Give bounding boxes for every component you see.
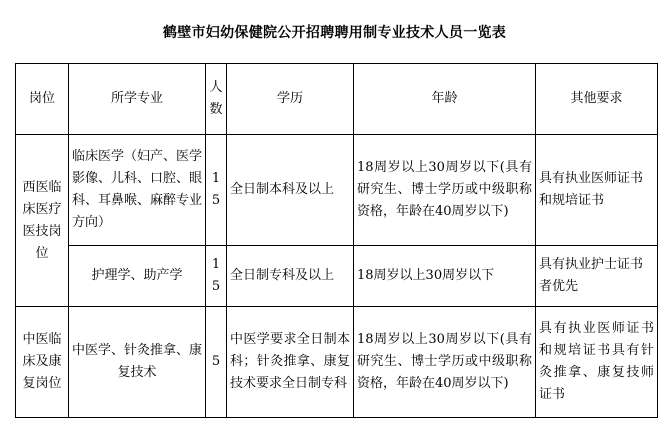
count-cell: 5 [206,307,227,418]
age-cell: 18周岁以上30周岁以下 [354,246,536,307]
age-cell: 18周岁以上30周岁以下(具有研究生、博士学历或中级职称资格，年龄在40周岁以下) [354,135,536,246]
header-major: 所学专业 [69,64,206,135]
recruitment-table [15,63,658,418]
header-position: 岗位 [16,64,69,135]
header-count: 人数 [206,64,227,135]
table-row [16,135,658,246]
header-education: 学历 [227,64,354,135]
table-row [16,246,658,307]
table-row [16,307,658,418]
education-cell: 全日制专科及以上 [227,246,354,307]
major-cell: 护理学、助产学 [69,246,206,307]
position-cell: 中医临床及康复岗位 [16,307,69,418]
other-cell: 具有执业护士证书者优先 [536,246,658,307]
age-cell: 18周岁以上30周岁以下(具有研究生、博士学历或中级职称资格，年龄在40周岁以下) [354,307,536,418]
education-cell: 全日制本科及以上 [227,135,354,246]
page-title: 鹤壁市妇幼保健院公开招聘聘用制专业技术人员一览表 [162,25,507,41]
count-cell: 15 [206,135,227,246]
education-cell: 中医学要求全日制本科；针灸推拿、康复技术要求全日制专科 [227,307,354,418]
position-cell: 西医临床医疗医技岗位 [16,135,69,307]
header-other: 其他要求 [536,64,658,135]
major-cell: 中医学、针灸推拿、康复技术 [69,307,206,418]
header-age: 年龄 [354,64,536,135]
major-cell: 临床医学（妇产、医学影像、儿科、口腔、眼科、耳鼻喉、麻醉专业方向） [69,135,206,246]
count-cell: 15 [206,246,227,307]
other-cell: 具有执业医师证书和规培证书具有针灸推拿、康复技师证书 [536,307,658,418]
other-cell: 具有执业医师证书和规培证书 [536,135,658,246]
header-row [16,64,658,135]
